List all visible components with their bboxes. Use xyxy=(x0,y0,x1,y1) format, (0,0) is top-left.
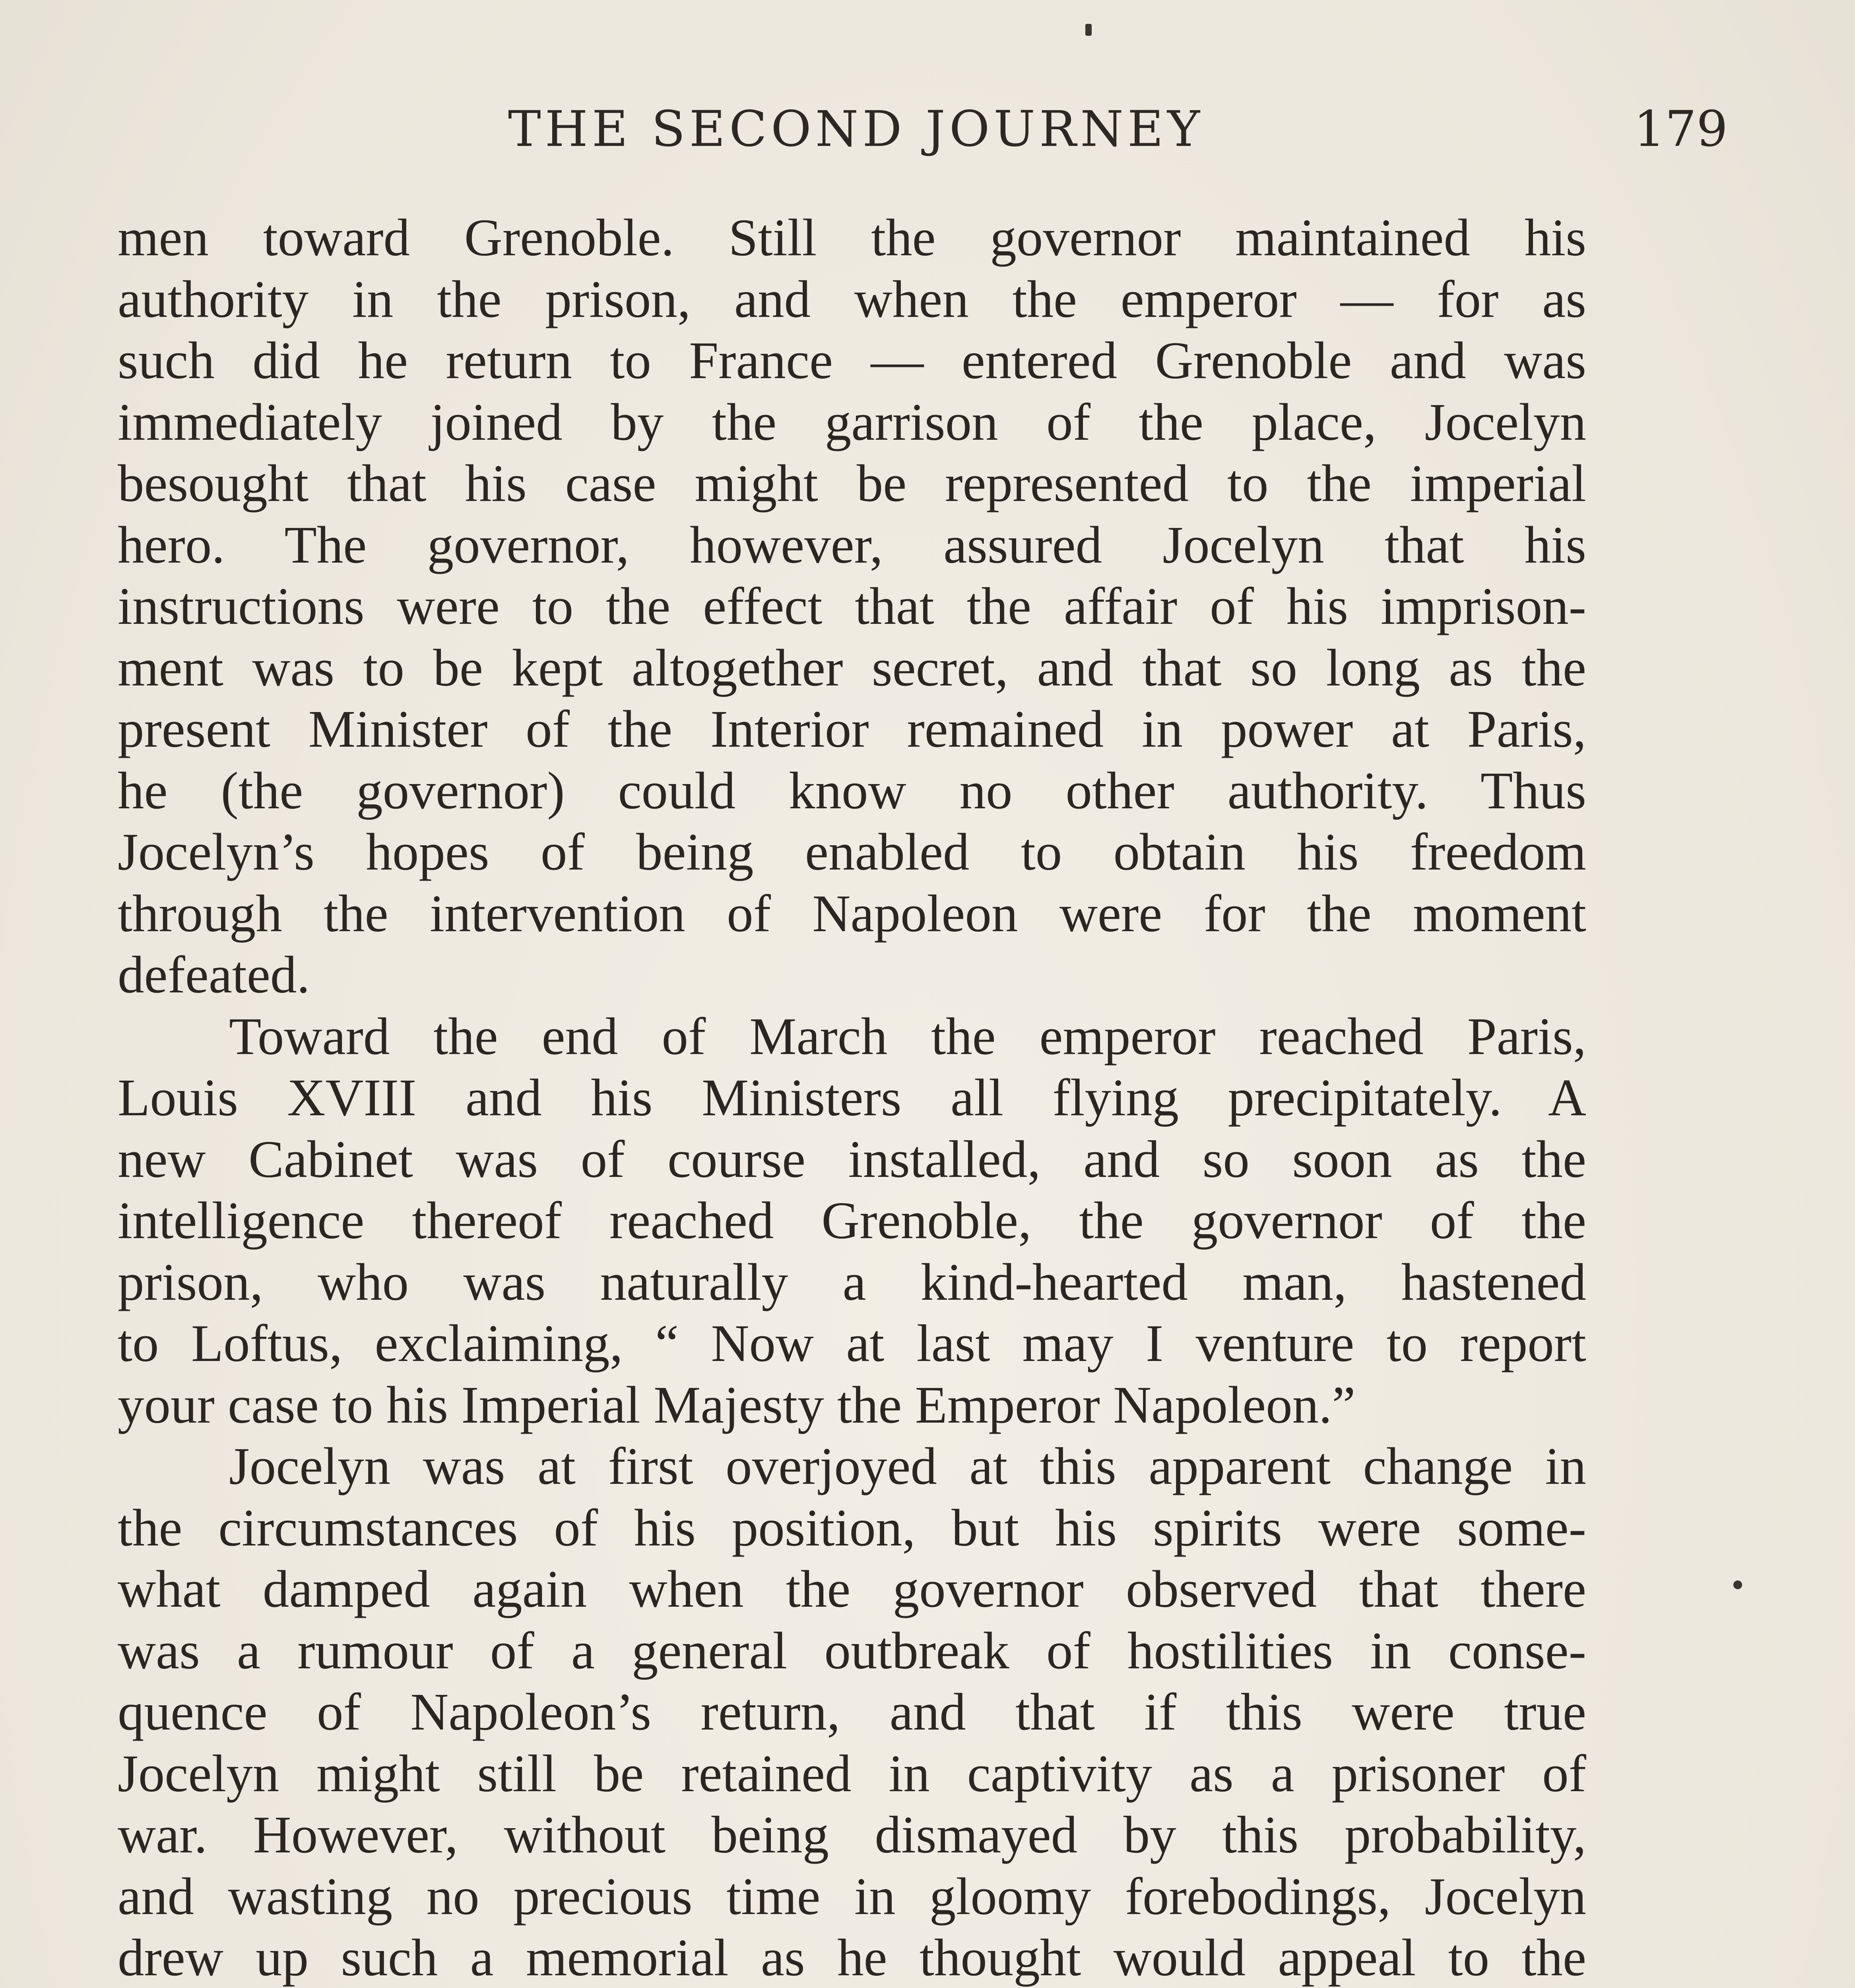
text-line: instructions were to the effect that the affair of his imprison- xyxy=(118,577,1586,635)
text-line: what damped again when the governor observed that there xyxy=(118,1559,1586,1618)
text-line: quence of Napoleon’s return, and that if this were true xyxy=(118,1682,1586,1741)
text-line: besought that his case might be represented to the imperial xyxy=(118,454,1586,513)
text-line: new Cabinet was of course installed, and so soon as the xyxy=(118,1129,1586,1188)
text-line: your case to his Imperial Majesty the Emperor Napoleon.” xyxy=(118,1375,1356,1434)
text-line: intelligence thereof reached Grenoble, the governor of the xyxy=(118,1191,1586,1250)
text-line: Jocelyn might still be retained in captivity as a prisoner of xyxy=(118,1743,1586,1803)
text-line: prison, who was naturally a kind-hearted man, hastened xyxy=(118,1252,1586,1311)
text-line: was a rumour of a general outbreak of hostilities in conse- xyxy=(118,1621,1586,1680)
text-line: men toward Grenoble. Still the governor maintained his xyxy=(118,208,1586,267)
text-line: he (the governor) could know no other authority. Thus xyxy=(118,761,1586,820)
text-line: ment was to be kept altogether secret, and that so long as the xyxy=(118,638,1586,697)
text-line: hero. The governor, however, assured Jocelyn that his xyxy=(118,515,1586,574)
chapter-title: THE SECOND JOURNEY xyxy=(508,101,1204,158)
body-text xyxy=(118,207,1586,1988)
text-line: and wasting no precious time in gloomy forebodings, Jocelyn xyxy=(118,1866,1586,1926)
text-line: defeated. xyxy=(118,945,310,1004)
text-line: Toward the end of March the emperor reached Paris, xyxy=(229,1006,1586,1066)
text-line: war. However, without being dismayed by this probability, xyxy=(118,1805,1586,1864)
text-line: Jocelyn’s hopes of being enabled to obtain his freedom xyxy=(118,822,1586,881)
page-number: 179 xyxy=(1634,101,1728,158)
text-line: Jocelyn was at first overjoyed at this apparent change in xyxy=(229,1437,1586,1495)
text-line: drew up such a memorial as he thought would appeal to the xyxy=(118,1928,1586,1987)
text-line: immediately joined by the garrison of the place, Jocelyn xyxy=(118,392,1586,451)
text-line: such did he return to France — entered Grenoble and was xyxy=(118,331,1586,390)
text-line: present Minister of the Interior remained in power at Paris, xyxy=(118,699,1586,758)
text-line: authority in the prison, and when the emperor — for as xyxy=(118,269,1586,328)
text-line: Louis XVIII and his Ministers all flying precipitately. A xyxy=(118,1068,1586,1127)
text-line: the circumstances of his position, but his spirits were some- xyxy=(118,1498,1586,1557)
paper-speck xyxy=(1733,1580,1742,1589)
running-head xyxy=(119,89,1728,169)
text-line: through the intervention of Napoleon were for the moment xyxy=(118,883,1586,943)
paper-speck xyxy=(1085,24,1092,36)
text-line: to Loftus, exclaiming, “ Now at last may I venture to report xyxy=(118,1314,1586,1373)
